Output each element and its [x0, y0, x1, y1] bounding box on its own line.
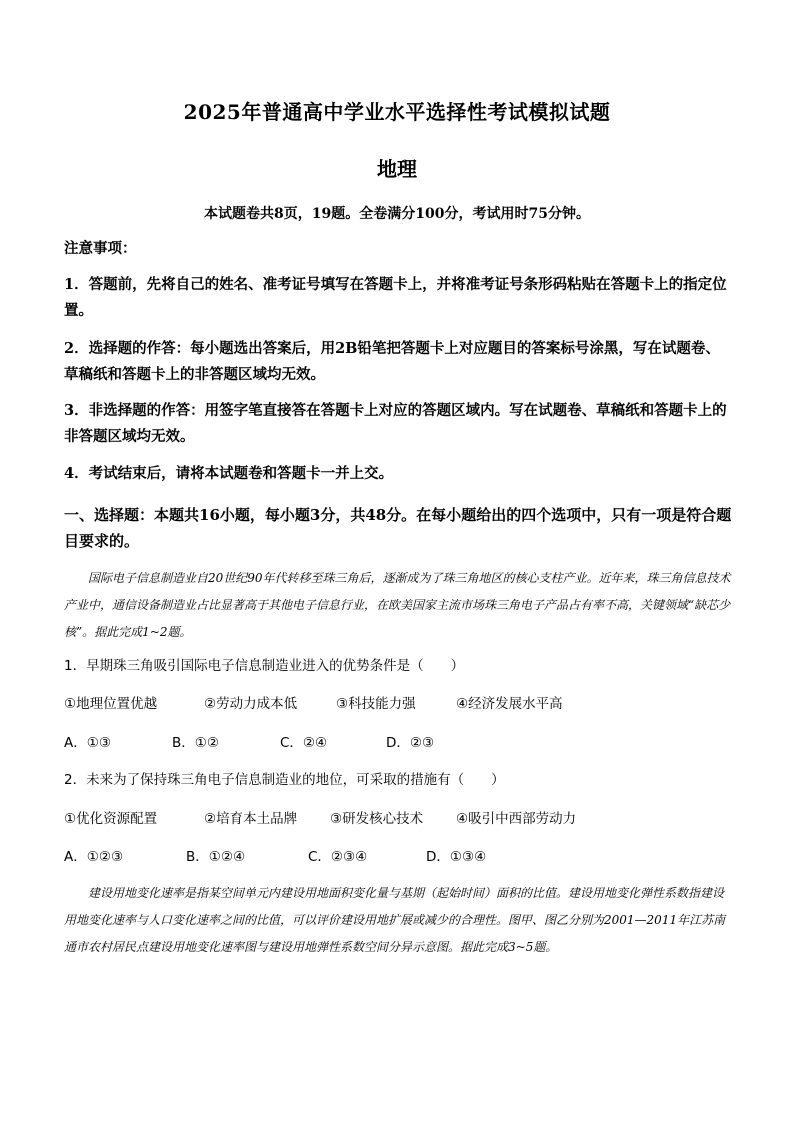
- subject-title: 地理: [377, 157, 417, 181]
- q2-statement-3: ③研发核心技术: [330, 811, 424, 827]
- q2-choice-c[interactable]: C．②③④: [308, 849, 368, 865]
- question-2-statements: [64, 809, 734, 829]
- exam-title: 2025年普通高中学业水平选择性考试模拟试题: [183, 100, 611, 124]
- q1-statement-2: ②劳动力成本低: [204, 696, 298, 712]
- q1-choice-c[interactable]: C．②④: [280, 735, 328, 751]
- q2-statement-2: ②培育本土品牌: [204, 811, 298, 827]
- q2-choice-b[interactable]: B．①②④: [186, 849, 246, 865]
- q1-choice-b[interactable]: B．①②: [172, 735, 219, 751]
- question-1-choices: [64, 733, 734, 753]
- note-item-1: 1．答题前，先将自己的姓名、准考证号填写在答题卡上，并将准考证号条形码粘贴在答题卡上的指定位置。: [64, 276, 727, 319]
- material-paragraph-1: 国际电子信息制造业自20世纪90年代转移至珠三角后，逐渐成为了珠三角地区的核心支柱产业。近年来，珠三角信息技术产业中，通信设备制造业占比显著高于其他电子信息行业，在欧美国家主流市场珠三角电子产品占有率不高，关键领域“缺芯少核”。据此完成1~2题。: [64, 571, 731, 639]
- note-item-4: 4．考试结束后，请将本试题卷和答题卡一并上交。: [64, 465, 394, 482]
- q1-statement-3: ③科技能力强: [336, 696, 416, 712]
- q2-choice-d[interactable]: D．①③④: [426, 849, 487, 865]
- exam-info: 本试题卷共8页，19题。全卷满分100分，考试用时75分钟。: [204, 206, 590, 222]
- question-2-choices: [64, 847, 734, 867]
- question-1-stem: 1．早期珠三角吸引国际电子信息制造业进入的优势条件是（ ）: [64, 658, 465, 674]
- question-1-statements: [64, 694, 734, 714]
- q2-statement-4: ④吸引中西部劳动力: [456, 811, 577, 827]
- section-heading: 一、选择题：本题共16小题，每小题3分，共48分。在每小题给出的四个选项中，只有一项是符合题目要求的。: [64, 506, 732, 550]
- q1-statement-1: ①地理位置优越: [64, 696, 158, 712]
- q2-statement-1: ①优化资源配置: [64, 811, 158, 827]
- note-item-3: 3．非选择题的作答：用签字笔直接答在答题卡上对应的答题区域内。写在试题卷、草稿纸和答题卡上的非答题区域均无效。: [64, 402, 727, 445]
- q2-choice-a[interactable]: A．①②③: [64, 849, 124, 865]
- notes-heading: 注意事项：: [64, 240, 137, 257]
- material-paragraph-2: 建设用地变化速率是指某空间单元内建设用地面积变化量与基期（起始时间）面积的比值。建设用地变化弹性系数指建设用地变化速率与人口变化速率之间的比值，可以评价建设用地扩展或减少的合理性。图甲、图乙分别为2001—2011年江苏南通市农村居民点建设用地变化速率图与建设用地弹性系数空间分异示意图。据此完成3~5题。: [64, 886, 726, 954]
- q1-choice-a[interactable]: A．①③: [64, 735, 111, 751]
- q1-choice-d[interactable]: D．②③: [386, 735, 435, 751]
- note-item-2: 2．选择题的作答：每小题选出答案后，用2B铅笔把答题卡上对应题目的答案标号涂黑，写在试题卷、草稿纸和答题卡上的非答题区域均无效。: [64, 340, 720, 383]
- q1-statement-4: ④经济发展水平高: [456, 696, 563, 712]
- question-2-stem: 2．未来为了保持珠三角电子信息制造业的地位，可采取的措施有（ ）: [64, 772, 505, 788]
